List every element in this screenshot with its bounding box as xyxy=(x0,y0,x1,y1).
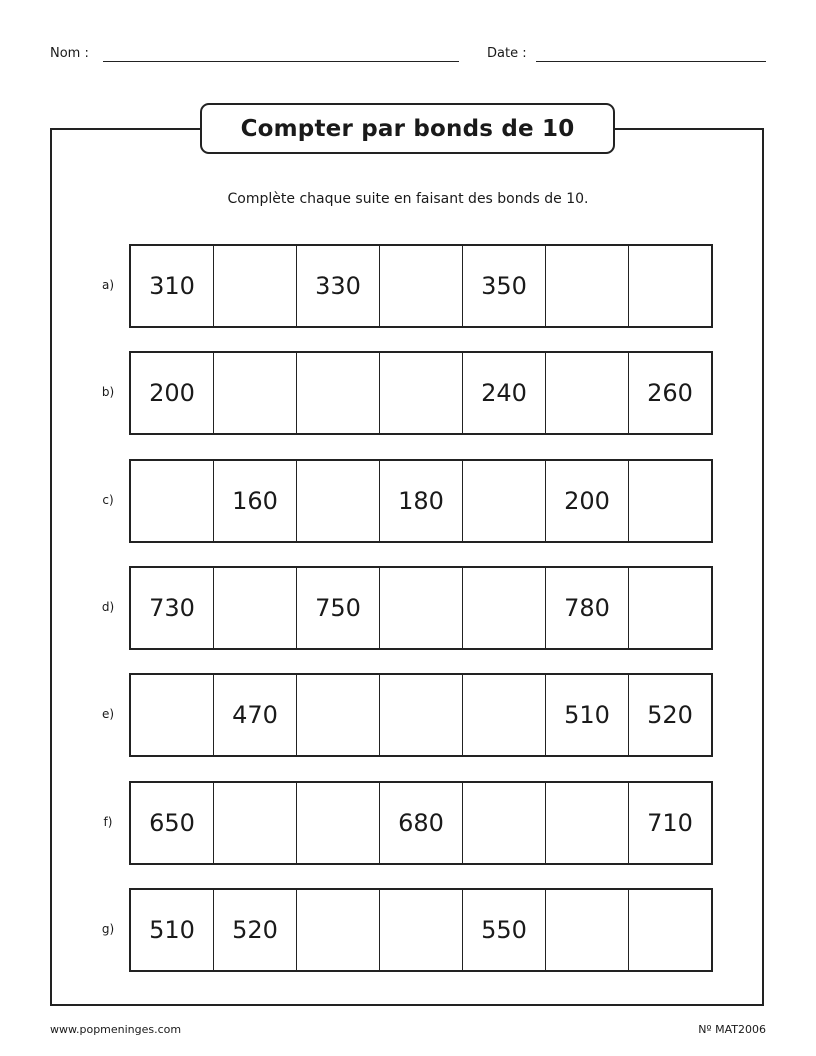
sequence-cell-given: 510 xyxy=(546,675,629,755)
sequence-cell-blank[interactable] xyxy=(546,246,629,326)
sequence-cell-blank[interactable] xyxy=(629,890,713,970)
row-label: b) xyxy=(101,385,115,399)
page-title xyxy=(200,103,615,154)
sequence-cell-blank[interactable] xyxy=(629,246,713,326)
sequence-cell-given: 350 xyxy=(463,246,546,326)
sequence-cell-blank[interactable] xyxy=(463,461,546,541)
sequence-cell-given: 510 xyxy=(131,890,214,970)
sequence-cell-given: 550 xyxy=(463,890,546,970)
sequence-cell-given: 310 xyxy=(131,246,214,326)
footer-website: www.popmeninges.com xyxy=(50,1023,182,1036)
sequence-cell-blank[interactable] xyxy=(380,568,463,648)
sequence-cell-blank[interactable] xyxy=(463,783,546,863)
sequence-cell-given: 780 xyxy=(546,568,629,648)
sequence-cell-blank[interactable] xyxy=(380,353,463,433)
date-label: Date : xyxy=(487,46,527,61)
sequence-cell-blank[interactable] xyxy=(214,783,297,863)
row-label: f) xyxy=(103,815,113,829)
name-label: Nom : xyxy=(50,46,89,61)
page-title-text: Compter par bonds de 10 xyxy=(240,115,575,142)
sequence-cell-given: 200 xyxy=(131,353,214,433)
sequence-row xyxy=(129,459,713,543)
row-label: g) xyxy=(101,922,115,936)
sequence-cell-blank[interactable] xyxy=(380,246,463,326)
sequence-cell-given: 680 xyxy=(380,783,463,863)
sequence-cell-blank[interactable] xyxy=(297,675,380,755)
sequence-cell-blank[interactable] xyxy=(297,353,380,433)
sequence-cell-blank[interactable] xyxy=(297,890,380,970)
sequence-cell-blank[interactable] xyxy=(380,675,463,755)
sequence-row xyxy=(129,351,713,435)
sequence-cell-blank[interactable] xyxy=(463,568,546,648)
sequence-cell-given: 520 xyxy=(629,675,713,755)
sequence-cell-blank[interactable] xyxy=(214,353,297,433)
sequence-cell-given: 650 xyxy=(131,783,214,863)
sequence-cell-given: 330 xyxy=(297,246,380,326)
sequence-cell-blank[interactable] xyxy=(297,461,380,541)
sequence-cell-given: 260 xyxy=(629,353,713,433)
sequence-row xyxy=(129,566,713,650)
sequence-row xyxy=(129,781,713,865)
sequence-cell-blank[interactable] xyxy=(131,461,214,541)
sequence-cell-given: 750 xyxy=(297,568,380,648)
sequence-cell-given: 470 xyxy=(214,675,297,755)
sequence-cell-blank[interactable] xyxy=(214,246,297,326)
sequence-cell-blank[interactable] xyxy=(629,568,713,648)
sequence-cell-given: 710 xyxy=(629,783,713,863)
sequence-cell-blank[interactable] xyxy=(380,890,463,970)
row-label: d) xyxy=(101,600,115,614)
sequence-cell-blank[interactable] xyxy=(214,568,297,648)
sequence-cell-given: 240 xyxy=(463,353,546,433)
row-label: a) xyxy=(101,278,115,292)
sequence-row xyxy=(129,888,713,972)
sequence-cell-blank[interactable] xyxy=(546,783,629,863)
date-field[interactable] xyxy=(536,61,766,62)
sequence-row xyxy=(129,673,713,757)
sequence-cell-blank[interactable] xyxy=(546,353,629,433)
instruction-text: Complète chaque suite en faisant des bonds de 10. xyxy=(227,191,589,207)
sequence-cell-blank[interactable] xyxy=(297,783,380,863)
sequence-cell-given: 200 xyxy=(546,461,629,541)
row-label: c) xyxy=(102,493,114,507)
name-field[interactable] xyxy=(103,61,459,62)
sequence-row xyxy=(129,244,713,328)
sequence-cell-blank[interactable] xyxy=(546,890,629,970)
sequence-cell-given: 730 xyxy=(131,568,214,648)
sequence-cell-given: 180 xyxy=(380,461,463,541)
sequence-cell-given: 520 xyxy=(214,890,297,970)
sequence-cell-given: 160 xyxy=(214,461,297,541)
sequence-cell-blank[interactable] xyxy=(629,461,713,541)
sequence-cell-blank[interactable] xyxy=(463,675,546,755)
row-label: e) xyxy=(101,707,115,721)
sequence-cell-blank[interactable] xyxy=(131,675,214,755)
footer-code: Nº MAT2006 xyxy=(698,1023,766,1036)
